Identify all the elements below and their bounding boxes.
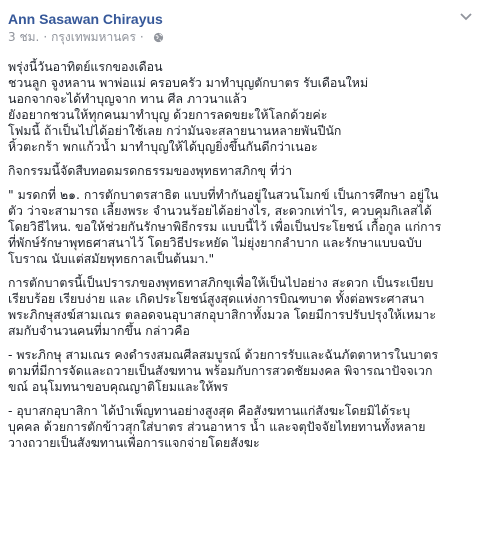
text-line: ยังอยากชวนให้ทุกคนมาทำบุญ ด้วยการลดขยะให้โลกด้วยค่ะ	[8, 108, 328, 122]
post-body	[8, 59, 479, 451]
text-line: ที่พักษ์รักษาพุทธศาสนาไว้ โดยวิธีประหยัด ไม่ยุ่งยากลำบาก และรักษาแบบฉบับ	[8, 236, 422, 250]
globe-icon[interactable]	[153, 32, 164, 43]
meta-separator: ·	[139, 30, 144, 44]
text-line: กิจกรรมนี้จัดสืบทอดมรดกธรรมของพุทธทาสภิกขุ ที่ว่า	[8, 164, 293, 178]
text-line: ตามที่มีการจัดและถวายเป็นสังฆทาน พร้อมกับการสวดชัยมงคล พิจารณาปัจจเวก	[8, 364, 433, 378]
text-line: นอกจากจะได้ทำบุญจาก ทาน ศีล ภาวนาแล้ว	[8, 92, 247, 106]
author-name-link[interactable]: Ann Sasawan Chirayus	[8, 11, 163, 27]
text-line: พระภิกษุสงฆ์สามเณร ตลอดจนอุบาสกอุบาสิกาทั้งมวล โดยมีการปรับปรุงให้เหมาะ	[8, 308, 437, 322]
text-line: บุคคล ด้วยการตักข้าวสุกใส่บาตร ส่วนอาหาร น้ำ และจตุปัจจัยไทยทานทั้งหลาย	[8, 420, 426, 434]
text-line: ตัว ว่าจะสามารถ เลี้ยงพระ จำนวนร้อยได้อย่างไร, สะดวกเท่าไร, ควบคุมกิเลสได้	[8, 204, 432, 218]
chevron-down-icon[interactable]	[459, 12, 473, 22]
text-line: พรุ่งนี้วันอาทิตย์แรกของเดือน	[8, 60, 163, 74]
post-paragraph-laity	[8, 403, 479, 451]
post-meta	[8, 29, 164, 45]
text-line: เรียบร้อย เรียบง่าย และ เกิดประโยชน์สูงสุดแห่งการบิณฑบาต ทั้งต่อพระศาสนา	[8, 292, 425, 306]
post-paragraph-intro	[8, 59, 479, 155]
post-timestamp-link[interactable]: 3 ชม.	[8, 30, 40, 44]
post-paragraph-heritage	[8, 163, 479, 179]
text-line: ขณ์ อนุโมทนาขอบคุณญาติโยมและให้พร	[8, 380, 229, 394]
text-line: " มรดกที่ ๒๑. การตักบาตรสาธิต แบบที่ทำกันอยู่ในสวนโมกข์ เป็นการศึกษา อยู่ใน	[8, 188, 439, 202]
text-line: การตักบาตรนี้เป็นปรารภของพุทธทาสภิกขุเพื่อให้เป็นไปอย่าง สะดวก เป็นระเบียบ	[8, 276, 434, 290]
text-line: วางถวายเป็นสังฆทานเพื่อการแจกจ่ายโดยสังฆะ	[8, 436, 260, 450]
text-line: โดยวิธีไหน. ขอให้ช่วยกันรักษาพิธีกรรม แบบนี้ไว้ เพื่อเป็นประโยชน์ เกื้อกูล แก่การ	[8, 220, 442, 234]
text-line: โบราณ นับแต่สมัยพุทธกาลเป็นต้นมา."	[8, 252, 215, 266]
text-line: สมกับจำนวนคนที่มากขึ้น กล่าวคือ	[8, 324, 190, 338]
text-line: - อุบาสกอุบาสิกา ได้บำเพ็ญทานอย่างสูงสุด คือสังฆทานแก่สังฆะโดยมิได้ระบุ	[8, 404, 411, 418]
location-link[interactable]: กรุงเทพมหานคร	[51, 30, 136, 44]
post-paragraph-monks	[8, 347, 479, 395]
post-paragraph-quote	[8, 187, 479, 267]
text-line: ชวนลูก จูงหลาน พาพ่อแม่ ครอบครัว มาทำบุญตักบาตร รับเดือนใหม่	[8, 76, 369, 90]
post-paragraph-purpose	[8, 275, 479, 339]
text-line: หิ้วตะกร้า พกแก้วน้ำ มาทำบุญให้ได้บุญยิ่งขึ้นกันดีกว่าเนอะ	[8, 140, 318, 154]
text-line: โฟมนี้ ถ้าเป็นไปได้อย่าใช้เลย กว่ามันจะสลายนานหลายพันปีนัก	[8, 124, 342, 138]
text-line: - พระภิกษุ สามเณร คงดำรงสมณศีลสมบูรณ์ ด้วยการรับและฉันภัตตาหารในบาตร	[8, 348, 439, 362]
post-header	[8, 10, 479, 46]
meta-separator: ·	[43, 30, 48, 44]
